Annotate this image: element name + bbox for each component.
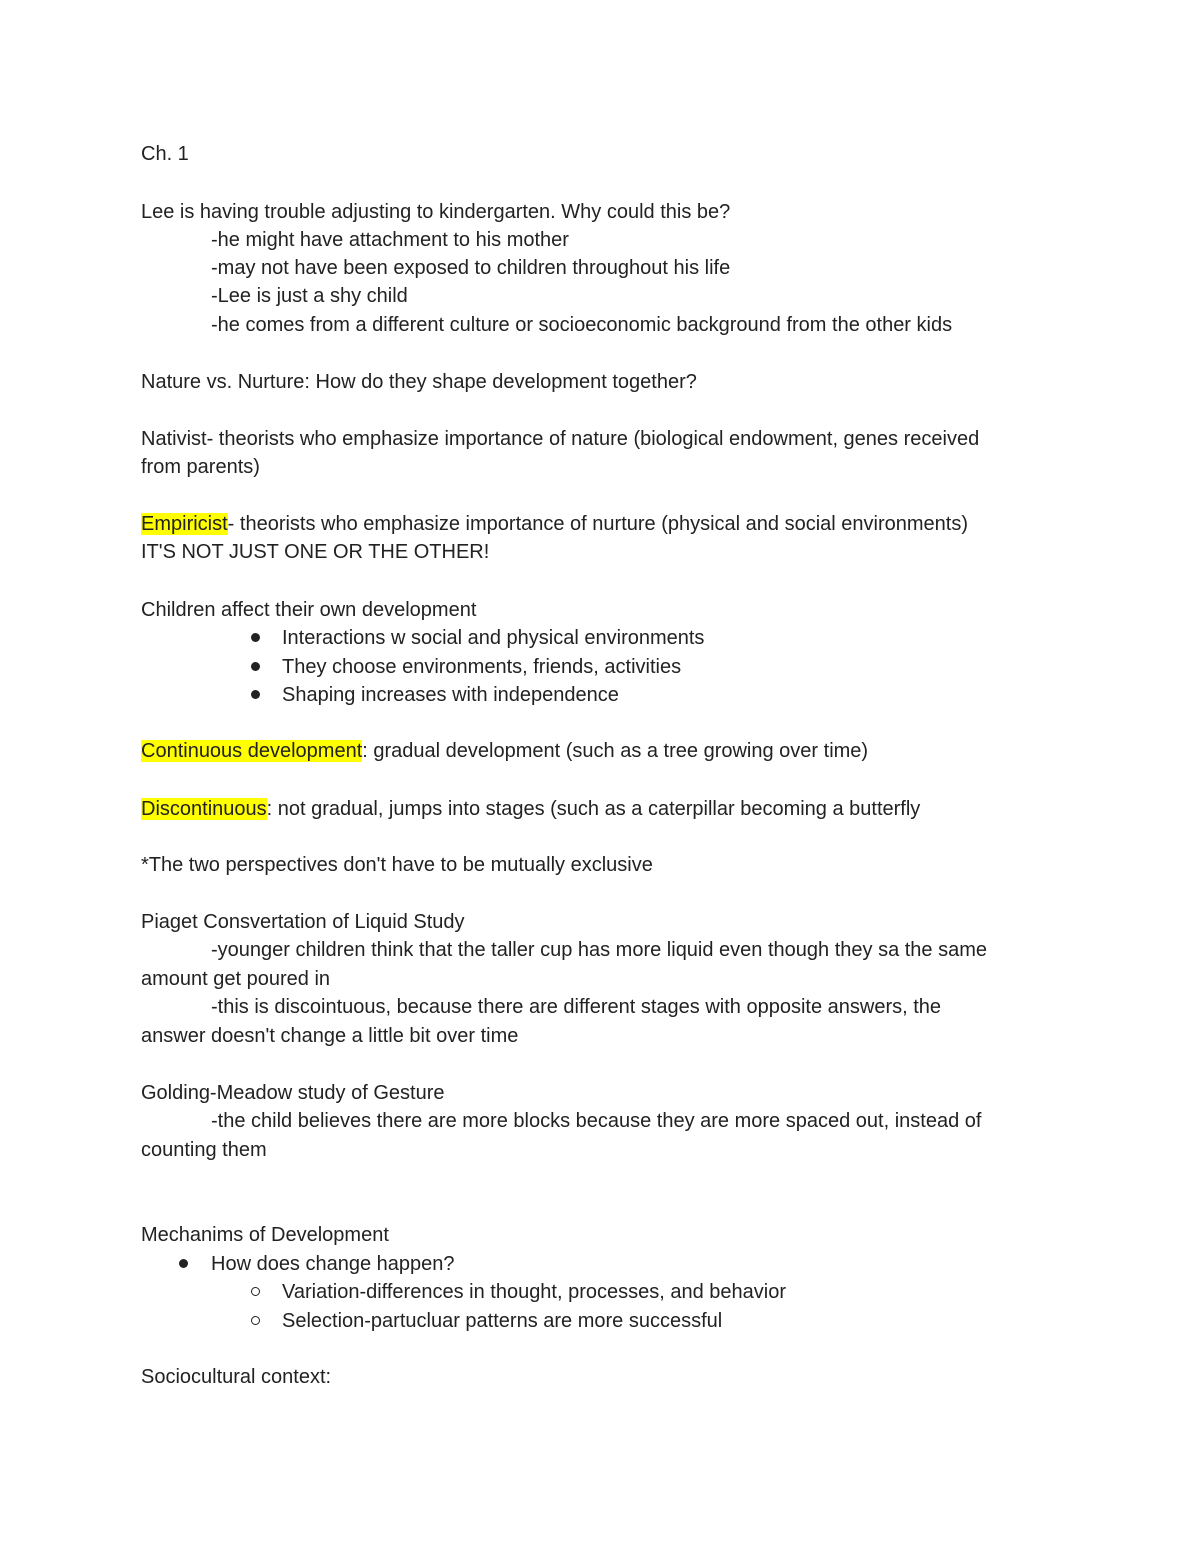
nativist-line-1: Nativist- theorists who emphasize importance of nature (biological endowment, genes received [141,428,980,450]
piaget-point-2-line-1: -this is discointuous, because there are different stages with opposite answers, the [211,996,942,1018]
list-item: How does change happen? [211,1253,455,1275]
piaget-heading: Piaget Consvertation of Liquid Study [141,911,465,933]
nativist-line-2: from parents) [141,456,260,478]
bullet-circle-icon [251,1287,260,1296]
perspectives-note: *The two perspectives don't have to be mutually exclusive [141,854,653,876]
discontinuous-definition: : not gradual, jumps into stages (such as a caterpillar becoming a butterfly [266,798,921,820]
answer-line: -Lee is just a shy child [211,285,408,307]
list-item: Interactions w social and physical environments [282,627,705,649]
piaget-point-2-line-2: answer doesn't change a little bit over time [141,1025,519,1047]
bullet-circle-icon [251,1316,260,1325]
mechanisms-heading: Mechanims of Development [141,1224,389,1246]
list-item: They choose environments, friends, activities [282,656,682,678]
list-item: Variation-differences in thought, processes, and behavior [282,1281,787,1303]
piaget-point-1-line-1: -younger children think that the taller cup has more liquid even though they sa the same [211,939,988,961]
golding-heading: Golding-Meadow study of Gesture [141,1082,445,1104]
discontinuous-term-highlight: Discontinuous [141,798,267,820]
empiricist-term-highlight: Empiricist [141,513,228,535]
sociocultural-heading: Sociocultural context: [141,1366,332,1388]
continuous-term-highlight: Continuous development [141,740,363,762]
piaget-point-1-line-2: amount get poured in [141,968,331,990]
bullet-dot-icon [251,633,260,642]
bullet-dot-icon [251,662,260,671]
not-one-or-other-note: IT'S NOT JUST ONE OR THE OTHER! [141,541,490,563]
golding-line-2: counting them [141,1139,267,1161]
chapter-heading: Ch. 1 [141,143,189,165]
discontinuous-line [141,797,920,821]
golding-line-1: -the child believes there are more blocks because they are more spaced out, instead of [211,1110,982,1132]
answer-line: -he comes from a different culture or socioeconomic background from the other kids [211,314,953,336]
bullet-dot-icon [179,1259,188,1268]
continuous-line [141,739,868,763]
list-item: Shaping increases with independence [282,684,619,706]
bullet-dot-icon [251,690,260,699]
children-heading: Children affect their own development [141,599,477,621]
nature-nurture-heading: Nature vs. Nurture: How do they shape development together? [141,371,697,393]
empiricist-line [141,512,968,536]
continuous-definition: : gradual development (such as a tree growing over time) [362,740,869,762]
answer-line: -may not have been exposed to children throughout his life [211,257,731,279]
question-lee: Lee is having trouble adjusting to kindergarten. Why could this be? [141,201,731,223]
answer-line: -he might have attachment to his mother [211,229,569,251]
list-item: Selection-partucluar patterns are more successful [282,1310,723,1332]
empiricist-definition: - theorists who emphasize importance of nurture (physical and social environments) [227,513,969,535]
